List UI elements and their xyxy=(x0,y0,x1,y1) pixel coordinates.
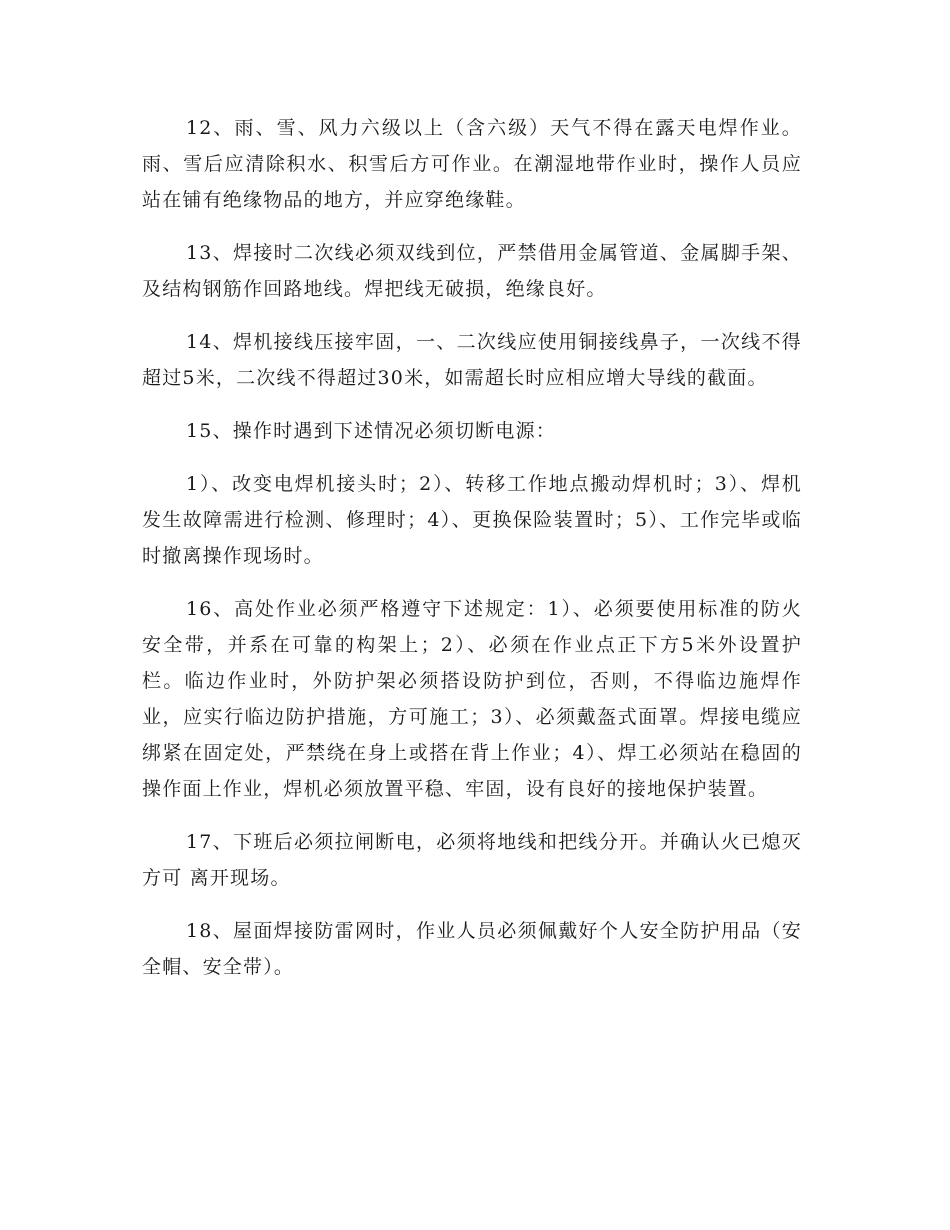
paragraph-17: 17、下班后必须拉闸断电，必须将地线和把线分开。并确认火已熄灭方可 离开现场。 xyxy=(142,831,802,889)
paragraph-12: 12、雨、雪、风力六级以上（含六级）天气不得在露天电焊作业。雨、雪后应清除积水、积雪后方可作业。在潮湿地带作业时，操作人员应站在铺有绝缘物品的地方，并应穿绝缘鞋。 xyxy=(142,117,802,211)
paragraph-14: 14、焊机接线压接牢固，一、二次线应使用铜接线鼻子，一次线不得超过5米，二次线不得超过30米，如需超长时应相应增大导线的截面。 xyxy=(142,331,802,389)
paragraph-15: 15、操作时遇到下述情况必须切断电源： xyxy=(186,420,556,442)
paragraph-18: 18、屋面焊接防雷网时，作业人员必须佩戴好个人安全防护用品（安全帽、安全带）。 xyxy=(142,920,802,978)
paragraph-13: 13、焊接时二次线必须双线到位，严禁借用金属管道、金属脚手架、及结构钢筋作回路地线。焊把线无破损，绝缘良好。 xyxy=(142,242,802,300)
document-body xyxy=(142,110,802,1002)
paragraph-16: 16、高处作业必须严格遵守下述规定：1）、必须要使用标准的防火安全带，并系在可靠的构架上；2）、必须在作业点正下方5米外设置护栏。临边作业时，外防护架必须搭设防护到位，否则，不得临边施焊作业，应实行临边防护措施，方可施工；3）、必须戴盔式面罩。焊接电缆应绑紧在固定处，严禁绕在身上或搭在背上作业；4）、焊工必须站在稳固的操作面上作业，焊机必须放置平稳、牢固，设有良好的接地保护装置。 xyxy=(142,598,802,800)
paragraph-15-list: 1）、改变电焊机接头时；2）、转移工作地点搬动焊机时；3）、焊机发生故障需进行检测、修理时；4）、更换保险装置时；5）、工作完毕或临时撤离操作现场时。 xyxy=(142,473,802,567)
